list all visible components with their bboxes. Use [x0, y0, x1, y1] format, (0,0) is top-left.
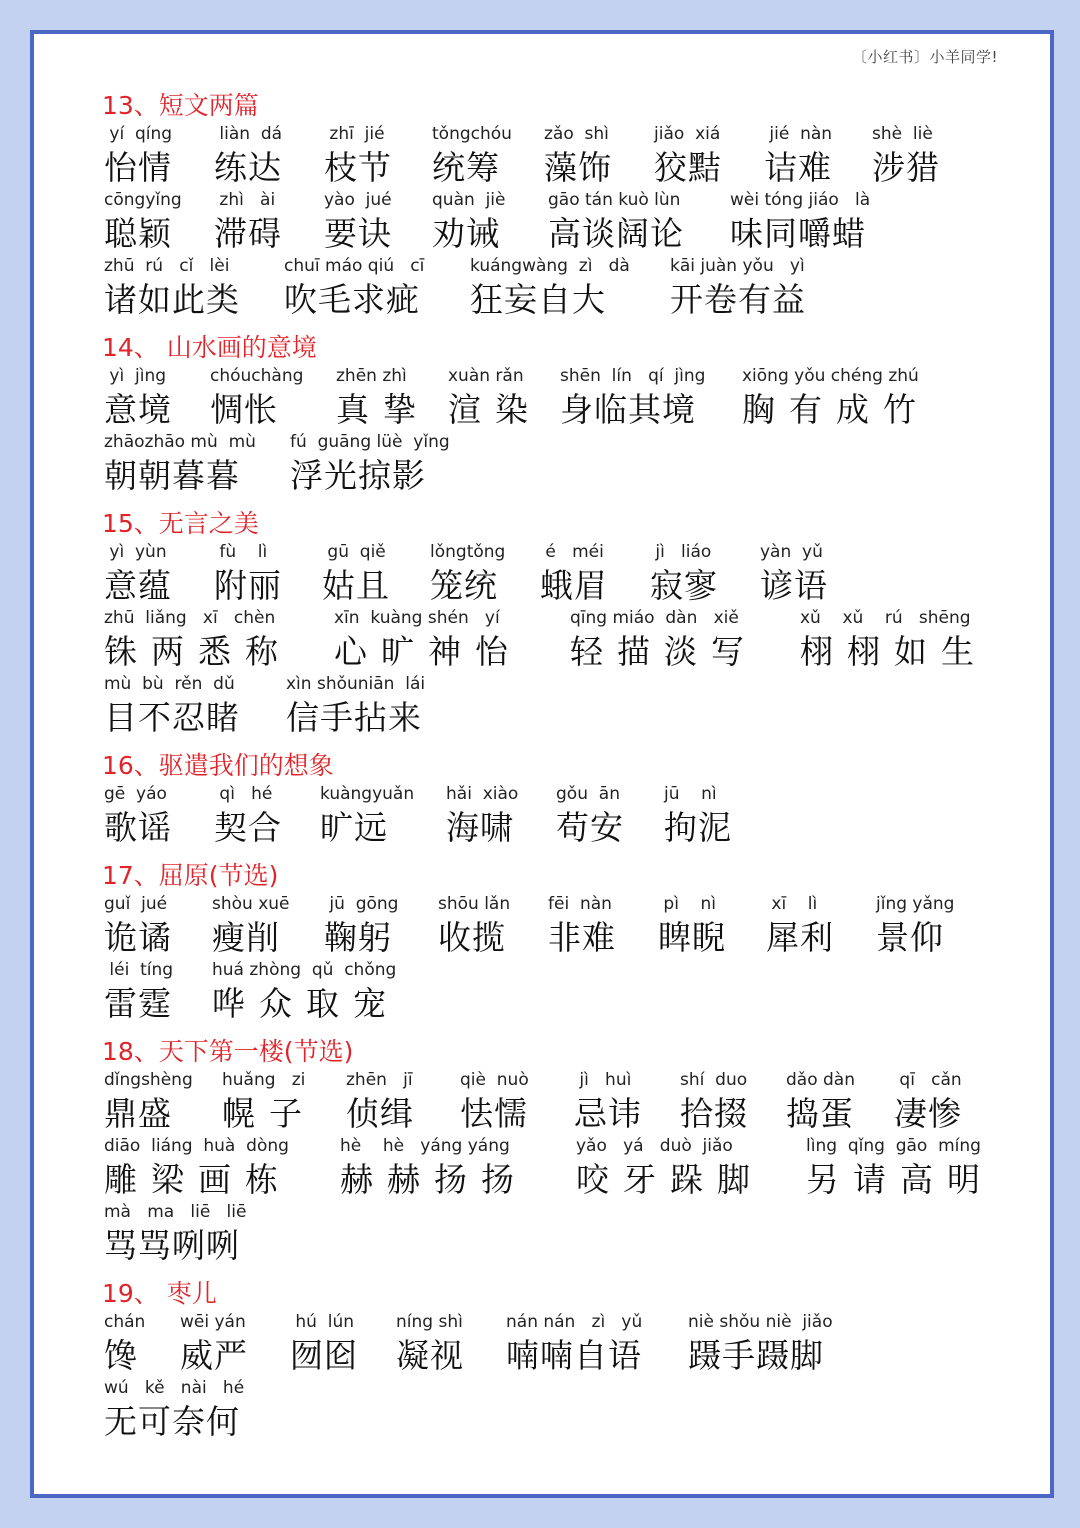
hanzi-word: 意蕴 — [104, 566, 172, 605]
watermark: 〔小红书〕小羊同学! — [851, 48, 998, 66]
hanzi-word: 囫囵 — [290, 1336, 358, 1375]
hanzi-word: 劝诫 — [432, 214, 500, 253]
lesson-title: 18、天下第一楼(节选) — [102, 1037, 354, 1066]
hanzi-word: 雕梁画栋 — [104, 1160, 292, 1199]
pinyin: huá zhòng qǔ chǒng — [212, 960, 397, 980]
pinyin: gǒu ān — [556, 784, 620, 804]
hanzi-word: 无可奈何 — [104, 1402, 240, 1441]
pinyin: zhēn jī — [346, 1070, 413, 1090]
hanzi-word: 捣蛋 — [786, 1094, 854, 1133]
pinyin: kāi juàn yǒu yì — [670, 256, 805, 276]
pinyin: dǐngshèng — [104, 1070, 193, 1090]
hanzi-word: 非难 — [548, 918, 616, 957]
hanzi-word: 咬牙跺脚 — [576, 1160, 764, 1199]
pinyin: shēn lín qí jìng — [560, 366, 706, 386]
hanzi-word: 信手拈来 — [286, 698, 422, 737]
pinyin: kuàngyuǎn — [320, 784, 415, 804]
pinyin: xìn shǒuniān lái — [286, 674, 426, 694]
pinyin: xuàn rǎn — [448, 366, 524, 386]
hanzi-word: 蛾眉 — [540, 566, 608, 605]
pinyin: é méi — [540, 542, 604, 562]
pinyin: chán — [104, 1312, 146, 1332]
pinyin: zhī jié — [324, 124, 385, 144]
hanzi-word: 凝视 — [396, 1336, 464, 1375]
pinyin: fù lì — [214, 542, 268, 562]
hanzi-word: 诡谲 — [104, 918, 172, 957]
hanzi-word: 馋 — [104, 1336, 138, 1375]
hanzi-word: 高谈阔论 — [548, 214, 684, 253]
hanzi-word: 蹑手蹑脚 — [688, 1336, 824, 1375]
pinyin: léi tíng — [104, 960, 174, 980]
hanzi-word: 鼎盛 — [104, 1094, 172, 1133]
hanzi-word: 景仰 — [876, 918, 944, 957]
hanzi-word: 忌讳 — [574, 1094, 642, 1133]
hanzi-word: 笼统 — [430, 566, 498, 605]
hanzi-word: 滞碍 — [214, 214, 282, 253]
pinyin: kuángwàng zì dà — [470, 256, 630, 276]
hanzi-word: 幌子 — [222, 1094, 316, 1133]
hanzi-word: 旷远 — [320, 808, 388, 847]
pinyin: chuī máo qiú cī — [284, 256, 425, 276]
pinyin: xīn kuàng shén yí — [334, 608, 500, 628]
pinyin: gē yáo — [104, 784, 167, 804]
pinyin: chóuchàng — [210, 366, 304, 386]
pinyin: qīng miáo dàn xiě — [570, 608, 739, 628]
hanzi-word: 惆怅 — [210, 390, 278, 429]
hanzi-word: 开卷有益 — [670, 280, 806, 319]
pinyin: shí duo — [680, 1070, 748, 1090]
hanzi-word: 轻描淡写 — [570, 632, 758, 671]
pinyin: jū gōng — [324, 894, 399, 914]
pinyin: yì yùn — [104, 542, 167, 562]
hanzi-word: 要诀 — [324, 214, 392, 253]
hanzi-word: 拘泥 — [664, 808, 732, 847]
pinyin: xiōng yǒu chéng zhú — [742, 366, 919, 386]
pinyin: guǐ jué — [104, 894, 168, 914]
hanzi-word: 目不忍睹 — [104, 698, 240, 737]
pinyin: jì liáo — [650, 542, 712, 562]
pinyin: zhū liǎng xī chèn — [104, 608, 276, 628]
pinyin: yàn yǔ — [760, 542, 823, 562]
hanzi-word: 统筹 — [432, 148, 500, 187]
lesson-title: 17、屈原(节选) — [102, 861, 279, 890]
hanzi-word: 渲染 — [448, 390, 542, 429]
hanzi-word: 诸如此类 — [104, 280, 240, 319]
hanzi-word: 契合 — [214, 808, 282, 847]
pinyin: lǒngtǒng — [430, 542, 506, 562]
hanzi-word: 吹毛求疵 — [284, 280, 420, 319]
pinyin: zhēn zhì — [336, 366, 407, 386]
pinyin: shōu lǎn — [438, 894, 511, 914]
hanzi-word: 侦缉 — [346, 1094, 414, 1133]
pinyin: hè hè yáng yáng — [340, 1136, 510, 1156]
hanzi-word: 怯懦 — [460, 1094, 528, 1133]
pinyin: zǎo shì — [544, 124, 609, 144]
pinyin: zhì ài — [214, 190, 276, 210]
pinyin: wú kě nài hé — [104, 1378, 245, 1398]
hanzi-word: 真挚 — [336, 390, 430, 429]
hanzi-word: 狂妄自大 — [470, 280, 606, 319]
pinyin: hǎi xiào — [446, 784, 519, 804]
pinyin: xī lì — [766, 894, 818, 914]
pinyin: yào jué — [324, 190, 392, 210]
pinyin: shòu xuē — [212, 894, 290, 914]
pinyin: zhū rú cǐ lèi — [104, 256, 230, 276]
hanzi-word: 雷霆 — [104, 984, 172, 1023]
pinyin: qiè nuò — [460, 1070, 529, 1090]
pinyin: zhāozhāo mù mù — [104, 432, 256, 452]
hanzi-word: 寂寥 — [650, 566, 718, 605]
hanzi-word: 犀利 — [766, 918, 834, 957]
hanzi-word: 收揽 — [438, 918, 506, 957]
pinyin: níng shì — [396, 1312, 463, 1332]
pinyin: gū qiě — [322, 542, 386, 562]
hanzi-word: 藻饰 — [544, 148, 612, 187]
lesson-title: 19、 枣儿 — [102, 1279, 217, 1308]
hanzi-word: 胸有成竹 — [742, 390, 930, 429]
pinyin: xǔ xǔ rú shēng — [800, 608, 971, 628]
hanzi-word: 姑且 — [322, 566, 390, 605]
pinyin: mù bù rěn dǔ — [104, 674, 235, 694]
pinyin: hú lún — [290, 1312, 355, 1332]
hanzi-word: 心旷神怡 — [334, 632, 522, 671]
hanzi-word: 骂骂咧咧 — [104, 1226, 240, 1265]
lesson-title: 16、驱遣我们的想象 — [102, 751, 334, 780]
lesson-title: 14、 山水画的意境 — [102, 333, 317, 362]
pinyin: yí qíng — [104, 124, 173, 144]
hanzi-word: 诘难 — [764, 148, 832, 187]
hanzi-word: 鞠躬 — [324, 918, 392, 957]
hanzi-word: 凄惨 — [894, 1094, 962, 1133]
pinyin: qī cǎn — [894, 1070, 962, 1090]
hanzi-word: 身临其境 — [560, 390, 696, 429]
hanzi-word: 涉猎 — [872, 148, 940, 187]
pinyin: qì hé — [214, 784, 273, 804]
hanzi-word: 睥睨 — [658, 918, 726, 957]
pinyin: jiǎo xiá — [654, 124, 721, 144]
hanzi-word: 浮光掠影 — [290, 456, 426, 495]
hanzi-word: 威严 — [180, 1336, 248, 1375]
hanzi-word: 歌谣 — [104, 808, 172, 847]
pinyin: huǎng zi — [222, 1070, 306, 1090]
pinyin: mà ma liē liē — [104, 1202, 247, 1222]
pinyin: yì jìng — [104, 366, 167, 386]
pinyin: cōngyǐng — [104, 190, 182, 210]
pinyin: diāo liáng huà dòng — [104, 1136, 289, 1156]
pinyin: tǒngchóu — [432, 124, 512, 144]
hanzi-word: 另请高明 — [806, 1160, 994, 1199]
hanzi-word: 赫赫扬扬 — [340, 1160, 528, 1199]
hanzi-word: 练达 — [214, 148, 282, 187]
pinyin: gāo tán kuò lùn — [548, 190, 681, 210]
pinyin: fēi nàn — [548, 894, 612, 914]
hanzi-word: 附丽 — [214, 566, 282, 605]
pinyin: fú guāng lüè yǐng — [290, 432, 450, 452]
hanzi-word: 怡情 — [104, 148, 172, 187]
hanzi-word: 哗众取宠 — [212, 984, 400, 1023]
hanzi-word: 海啸 — [446, 808, 514, 847]
pinyin: jǐng yǎng — [876, 894, 955, 914]
pinyin: yǎo yá duò jiǎo — [576, 1136, 733, 1156]
pinyin: wēi yán — [180, 1312, 246, 1332]
pinyin: nán nán zì yǔ — [506, 1312, 643, 1332]
lesson-title: 13、短文两篇 — [102, 91, 259, 120]
pinyin: dǎo dàn — [786, 1070, 855, 1090]
lesson-title: 15、无言之美 — [102, 509, 259, 538]
hanzi-word: 瘦削 — [212, 918, 280, 957]
hanzi-word: 朝朝暮暮 — [104, 456, 240, 495]
hanzi-word: 拾掇 — [680, 1094, 748, 1133]
hanzi-word: 铢两悉称 — [104, 632, 292, 671]
pinyin: wèi tóng jiáo là — [730, 190, 871, 210]
hanzi-word: 喃喃自语 — [506, 1336, 642, 1375]
pinyin: niè shǒu niè jiǎo — [688, 1312, 833, 1332]
pinyin: quàn jiè — [432, 190, 506, 210]
pinyin: pì nì — [658, 894, 717, 914]
hanzi-word: 谚语 — [760, 566, 828, 605]
hanzi-word: 聪颖 — [104, 214, 172, 253]
pinyin: liàn dá — [214, 124, 283, 144]
pinyin: jì huì — [574, 1070, 632, 1090]
hanzi-word: 苟安 — [556, 808, 624, 847]
pinyin: shè liè — [872, 124, 933, 144]
pinyin: lìng qǐng gāo míng — [806, 1136, 981, 1156]
hanzi-word: 狡黠 — [654, 148, 722, 187]
pinyin: jié nàn — [764, 124, 833, 144]
hanzi-word: 意境 — [104, 390, 172, 429]
hanzi-word: 枝节 — [324, 148, 392, 187]
pinyin: jū nì — [664, 784, 717, 804]
hanzi-word: 栩栩如生 — [800, 632, 988, 671]
hanzi-word: 味同嚼蜡 — [730, 214, 866, 253]
